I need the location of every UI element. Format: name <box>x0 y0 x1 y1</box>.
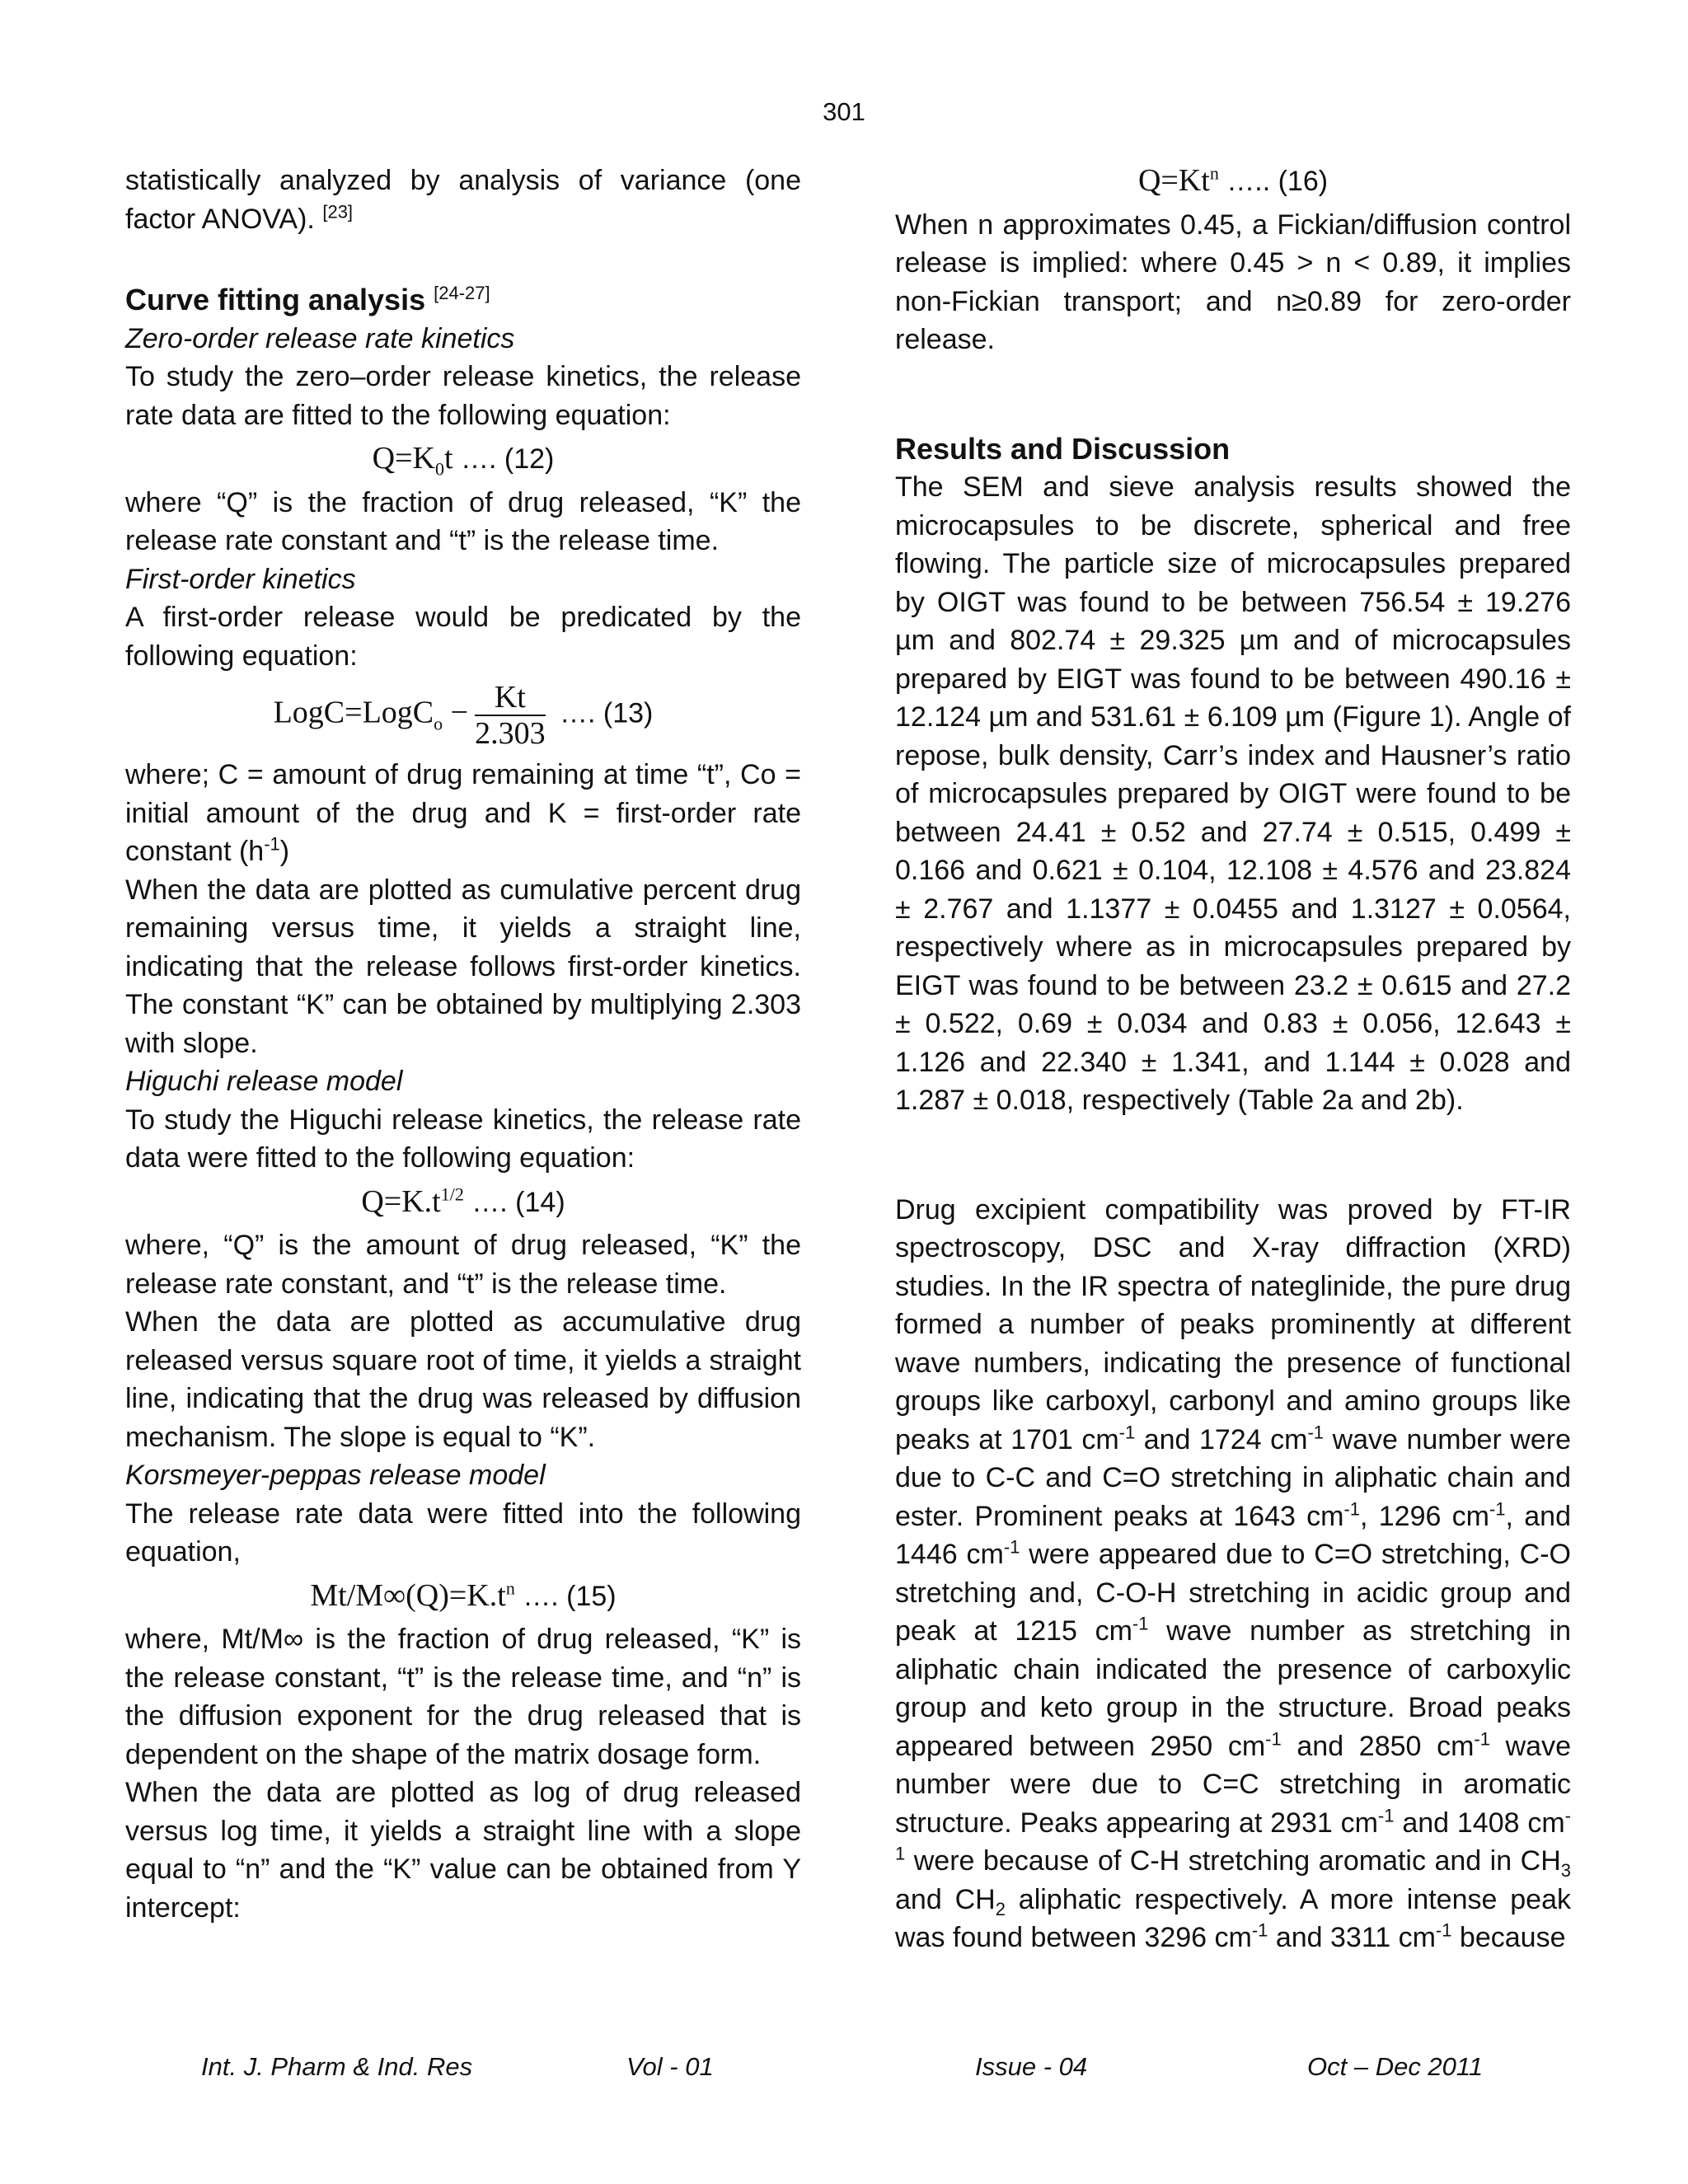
superscript: -1 <box>1343 1498 1361 1520</box>
paragraph-eq15-where: where, Mt/M∞ is the fraction of drug released, “K” is the release constant, “t” is the release time, and “n” is the diffusion exponent for the drug released that is dependent on the shape of the matrix dosage form. <box>125 1624 801 1770</box>
superscript: -1 <box>1489 1498 1506 1520</box>
equation-14 <box>125 1183 801 1222</box>
paragraph-eq13-where <box>125 756 801 871</box>
paragraph-text: , and 1446 cm <box>895 1500 1571 1570</box>
left-column <box>125 162 801 1927</box>
superscript: -1 <box>1265 1728 1282 1750</box>
paragraph-anova-text: statistically analyzed by analysis of variance (one factor ANOVA). <box>125 165 801 235</box>
paragraph-text: and 3311 cm <box>1268 1922 1436 1953</box>
paragraph-text: aliphatic respectively. A more intense peak was found between 3296 cm <box>895 1883 1571 1953</box>
fraction-numerator: Kt <box>475 680 546 716</box>
paragraph-eq16: When n approximates 0.45, a Fickian/diffusion control release is implied: where 0.45 > n < 0.89, it implies non-Fickian transport; and n≥0.89 for zero-order release. <box>895 209 1571 355</box>
equation-12 <box>125 439 801 479</box>
subheading-korsmeyer: Korsmeyer-peppas release model <box>125 1460 546 1491</box>
fraction-denominator: 2.303 <box>475 716 546 751</box>
paragraph-text: and 1724 cm <box>1135 1423 1308 1455</box>
superscript: -1 <box>1474 1728 1490 1750</box>
paragraph-text: wave number were due to C-C and C=O stretching in aliphatic chain and ester. Prominent peaks at 1643 cm <box>895 1423 1571 1532</box>
equation-text: Mt/M∞(Q)=K.t <box>310 1577 506 1613</box>
superscript: -1 <box>264 833 280 855</box>
paragraph-text: Drug excipient compatibility was proved by FT-IR spectroscopy, DSC and X-ray diffraction (XRD) studies. In the IR spectra of nateglinide, the pure drug formed a number of peaks prominently at different wave numbers, indicating the presence of functional groups like carboxyl, carbonyl and amino groups like peaks at 1701 cm <box>895 1193 1571 1455</box>
paragraph-text: and CH <box>895 1883 996 1915</box>
equation-superscript: n <box>505 1577 515 1598</box>
paragraph-text: were appeared due to C=O stretching, C-O stretching and, C-O-H stretching in acidic group and peak at 1215 cm <box>895 1539 1572 1647</box>
paragraph-text: wave number as stretching in aliphatic chain indicated the presence of carboxylic group and keto group in the structure. Broad peaks appeared between 2950 cm <box>895 1615 1571 1762</box>
paragraph-higuchi-plot: When the data are plotted as accumulative drug released versus square root of time, it yields a straight line, indicating that the drug was released by diffusion mechanism. The slope is equal to “K”. <box>125 1306 801 1453</box>
superscript: -1 <box>1132 1613 1149 1634</box>
paragraph-eq14-where: where, “Q” is the amount of drug released, “K” the release rate constant, and “t” is the release time. <box>125 1230 801 1300</box>
footer-journal: Int. J. Pharm & Ind. Res <box>201 2052 473 2081</box>
equation-operator: − <box>450 695 469 730</box>
footer-issue: Issue - 04 <box>975 2052 1088 2081</box>
equation-text: t <box>443 441 453 476</box>
superscript: -1 <box>1003 1536 1020 1558</box>
paragraph-first-order: A first-order release would be predicated by the following equation: <box>125 602 801 672</box>
equation-16 <box>895 162 1571 201</box>
right-column <box>895 162 1571 1957</box>
equation-text: Q=K <box>372 441 435 476</box>
paragraph-zero-order: To study the zero–order release kinetics, the release rate data are fitted to the following equation: <box>125 361 801 431</box>
subheading-zero-order: Zero-order release rate kinetics <box>125 322 515 354</box>
subheading-higuchi: Higuchi release model <box>125 1066 403 1097</box>
superscript: -1 <box>1435 1919 1452 1941</box>
paragraph-text: ) <box>279 836 290 867</box>
section-heading-results: Results and Discussion <box>895 431 1231 466</box>
superscript: -1 <box>1251 1919 1268 1941</box>
superscript: -1 <box>1307 1422 1325 1443</box>
equation-subscript: 0 <box>434 458 444 480</box>
equation-number: ….. (16) <box>1218 166 1329 197</box>
equation-number: …. (14) <box>463 1186 565 1218</box>
paragraph-korsmeyer: The release rate data were fitted into the following equation, <box>125 1497 801 1568</box>
footer-volume: Vol - 01 <box>626 2052 714 2081</box>
paragraph-anova <box>125 162 801 238</box>
subheading-first-order: First-order kinetics <box>125 563 356 595</box>
equation-fraction <box>475 680 546 751</box>
paragraph-text: where; C = amount of drug remaining at time “t”, Co = initial amount of the drug and K = first-order rate constant (h <box>125 759 801 867</box>
equation-number: …. (13) <box>551 697 654 729</box>
equation-text: LogC=LogC <box>273 695 434 730</box>
equation-superscript: n <box>1209 162 1219 184</box>
equation-text: Q=Kt <box>1137 163 1210 198</box>
superscript: -1 <box>1118 1422 1136 1443</box>
equation-15 <box>125 1577 801 1616</box>
paragraph-drug-compatibility <box>895 1191 1571 1957</box>
paragraph-eq12-where: where “Q” is the fraction of drug released, “K” the release rate constant and “t” is the release time. <box>125 486 801 556</box>
subscript: 2 <box>995 1898 1006 1919</box>
equation-subscript: o <box>434 713 443 734</box>
paragraph-text: because <box>1451 1922 1566 1953</box>
paragraph-korsmeyer-plot: When the data are plotted as log of drug released versus log time, it yields a straight line with a slope equal to “n” and the “K” value can be obtained from Y intercept: <box>125 1777 801 1924</box>
paragraph-first-order-plot: When the data are plotted as cumulative percent drug remaining versus time, it yields a straight line, indicating that the release follows first-order kinetics. The constant “K” can be obtained by multiplying 2.303 with slope. <box>125 874 801 1059</box>
paragraph-higuchi: To study the Higuchi release kinetics, the release rate data were fitted to the following equation: <box>125 1104 801 1174</box>
superscript: -1 <box>895 1805 1571 1864</box>
footer-date: Oct – Dec 2011 <box>1307 2052 1484 2081</box>
paragraph-text: and 1408 cm <box>1394 1807 1565 1839</box>
paragraph-text: wave number were due to C=C stretching in aromatic structure. Peaks appearing at 2931 cm <box>895 1730 1571 1839</box>
paragraph-text: , 1296 cm <box>1360 1500 1489 1532</box>
equation-13 <box>125 680 801 751</box>
equation-number: …. (12) <box>452 443 555 475</box>
section-heading-text: Curve fitting analysis <box>125 283 426 316</box>
paragraph-text: and 2850 cm <box>1281 1730 1475 1762</box>
superscript: -1 <box>1377 1805 1395 1826</box>
subscript: 3 <box>1560 1859 1571 1881</box>
equation-number: …. (15) <box>514 1580 617 1612</box>
paragraph-results: The SEM and sieve analysis results showed the microcapsules to be discrete, spherical and free flowing. The particle size of microcapsules prepared by OIGT was found to be between 756.54 ± 19.276 µm and 802.74 ± 29.325 µm and of microcapsules prepared by EIGT was found to be between 490.16 ± 12.124 µm and 531.61 ± 6.109 µm (Figure 1). Angle of repose, bulk density, Carr’s index and Hausner’s ratio of microcapsules prepared by OIGT were found to be between 24.41 ± 0.52 and 27.74 ± 0.515, 0.499 ± 0.166 and 0.621 ± 0.104, 12.108 ± 4.576 and 23.824 ± 2.767 and 1.1377 ± 0.0455 and 1.3127 ± 0.0564, respectively where as in microcapsules prepared by EIGT was found to be between 23.2 ± 0.615 and 27.2 ± 0.522, 0.69 ± 0.034 and 0.83 ± 0.056, 12.643 ± 1.126 and 22.340 ± 1.341, and 1.144 ± 0.028 and 1.287 ± 0.018, respectively (Table 2a and 2b). <box>895 471 1571 1116</box>
citation: [23] <box>322 201 354 223</box>
page-number: 301 <box>823 97 865 126</box>
paragraph-text: were because of C-H stretching aromatic and in CH <box>905 1845 1561 1877</box>
citation: [24-27] <box>434 283 490 303</box>
section-heading <box>125 281 801 320</box>
equation-superscript: 1/2 <box>440 1183 464 1204</box>
equation-text: Q=K.t <box>361 1183 441 1219</box>
